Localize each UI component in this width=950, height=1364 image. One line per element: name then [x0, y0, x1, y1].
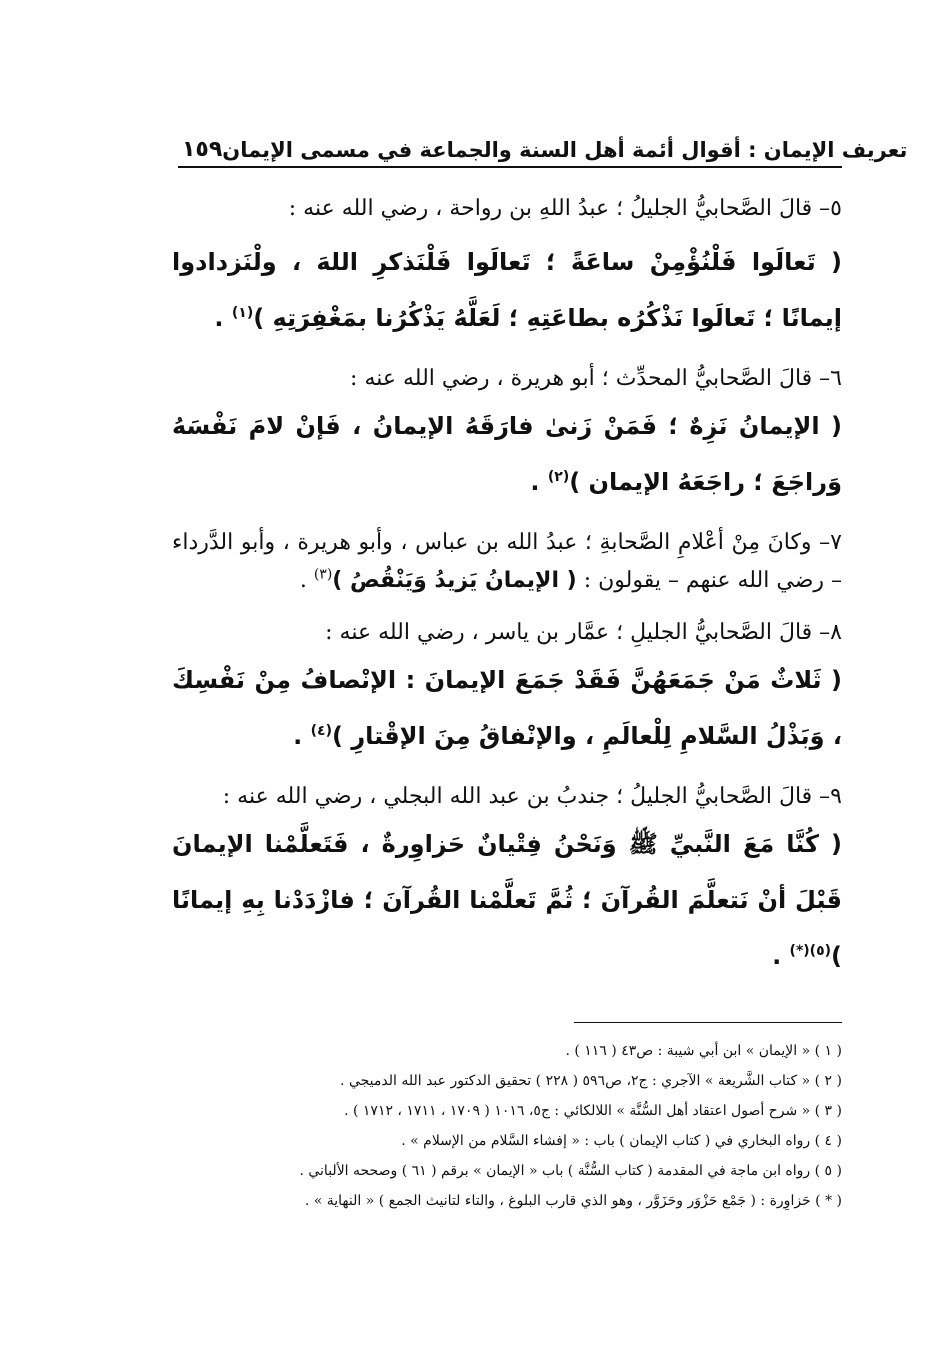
narration-quote: ( كُنَّا مَعَ النَّبيِّ ﷺ وَنَحْنُ فِتْيانٌ حَزاوِرةٌ ، فَتَعلَّمْنا الإيمانَ قَبْلَ أنْ نَتعلَّمَ القُرآنَ ؛ ثُمَّ تَعلَّمْنا القُرآنَ ؛ فازْدَدْنا بِهِ إيمانًا )$^{(٥)(*)}$ .	[172, 830, 842, 970]
footnotes	[180, 1036, 842, 1216]
narration-7	[172, 524, 842, 600]
footnote-ref: (١)	[231, 305, 254, 321]
footnote-1: ( ١ ) « الإيمان » ابن أبي شيبة : ص٤٣ ( ١١٦ ) .	[565, 1043, 842, 1059]
footnote-separator	[574, 1022, 842, 1023]
narration-quote: ( ثَلاثٌ مَنْ جَمَعَهُنَّ فَقَدْ جَمَعَ الإيمانَ : الإنْصافُ مِنْ نَفْسِكَ ، وَبَذْلُ السَّلامِ لِلْعالَمِ ، والإنْفاقُ مِنَ الإقْتارِ )$^{(٤)}$ .	[172, 666, 842, 750]
footnote-ref: (٤)	[310, 723, 332, 739]
footnote-5: ( ٥ ) رواه ابن ماجة في المقدمة ( كتاب السُّنَّة ) باب « الإيمان » برقم ( ٦١ ) وصححه الألباني .	[299, 1163, 842, 1179]
footnote-4: ( ٤ ) رواه البخاري في ( كتاب الإيمان ) باب : « إفشاء السَّلام من الإسلام » .	[401, 1133, 842, 1149]
running-title: تعريف الإيمان : أقوال أئمة أهل السنة والجماعة في مسمى الإيمان	[222, 138, 908, 162]
narration-quote: ( تَعالَوا فَلْنُؤْمِنْ ساعَةً ؛ تَعالَوا فَلْنَذكرِ اللهَ ، ولْنَزدادوا إيمانًا ؛ تَعالَوا نَذْكُرُه بطاعَتِهِ ؛ لَعَلَّهُ يَذْكُرُنا بمَغْفِرَتِهِ )$^{(١)}$ .	[172, 248, 842, 332]
main-text	[172, 190, 842, 998]
narration-intro: ٦– قالَ الصَّحابيُّ المحدِّث ؛ أبو هريرة ، رضي الله عنه :	[350, 366, 842, 391]
footnote-2: ( ٢ ) « كتاب الشَّريعة » الآجري : ج٢، ص٥٩٦ ( ٢٢٨ ) تحقيق الدكتور عبد الله الدميجي .	[340, 1073, 842, 1089]
narration-8	[172, 614, 842, 764]
narration-intro: ٥– قالَ الصَّحابيُّ الجليلُ ؛ عبدُ اللهِ بن رواحة ، رضي الله عنه :	[288, 196, 842, 221]
footnote-star: ( * ) حَزاوِرة : ( جَمْع حَزْوَر وحَزَوَّر ، وهو الذي قارب البلوغ ، والتاء لتانيث الجمع ) « النهاية » .	[304, 1193, 842, 1209]
footnote-ref: (٢)	[547, 469, 570, 485]
header-rule	[178, 166, 842, 168]
page-number: ١٥٩	[182, 137, 223, 162]
narration-6	[172, 360, 842, 510]
narration-intro: ٨– قالَ الصَّحابيُّ الجليلِ ؛ عمَّار بن ياسر ، رضي الله عنه :	[325, 620, 842, 645]
footnote-ref: (٥)(*)	[789, 943, 832, 959]
footnote-ref: (٣)	[313, 566, 333, 583]
narration-quote: ( الإيمانُ نَزِهٌ ؛ فَمَنْ زَنىٰ فارَقَهُ الإيمانُ ، فَإنْ لامَ نَفْسَهُ وَراجَعَ ؛ راجَعَهُ الإيمان )$^{(٢)}$ .	[172, 412, 842, 496]
narration-5	[172, 190, 842, 346]
narration-9	[172, 778, 842, 984]
narration-intro: ٧– وكانَ مِنْ أعْلامِ الصَّحابةِ ؛ عبدُ الله بن عباس ، وأبو هريرة ، وأبو الدَّرداء – رضي الله عنهم – يقولون : ( الإيمانُ يَزيدُ وَيَنْقُصُ )$^{(٣)}$ .	[172, 530, 842, 593]
narration-intro: ٩– قالَ الصَّحابيُّ الجليلُ ؛ جندبُ بن عبد الله البجلي ، رضي الله عنه :	[222, 784, 842, 809]
inline-quote: ( الإيمانُ يَزيدُ وَيَنْقُصُ )	[332, 568, 577, 593]
running-header	[178, 128, 908, 162]
footnote-3: ( ٣ ) « شرح أصول اعتقاد أهل السُّنَّة » اللالكائي : ج٥، ١٠١٦ ( ١٧٠٩ ، ١٧١١ ، ١٧١٢ ) .	[344, 1103, 842, 1119]
